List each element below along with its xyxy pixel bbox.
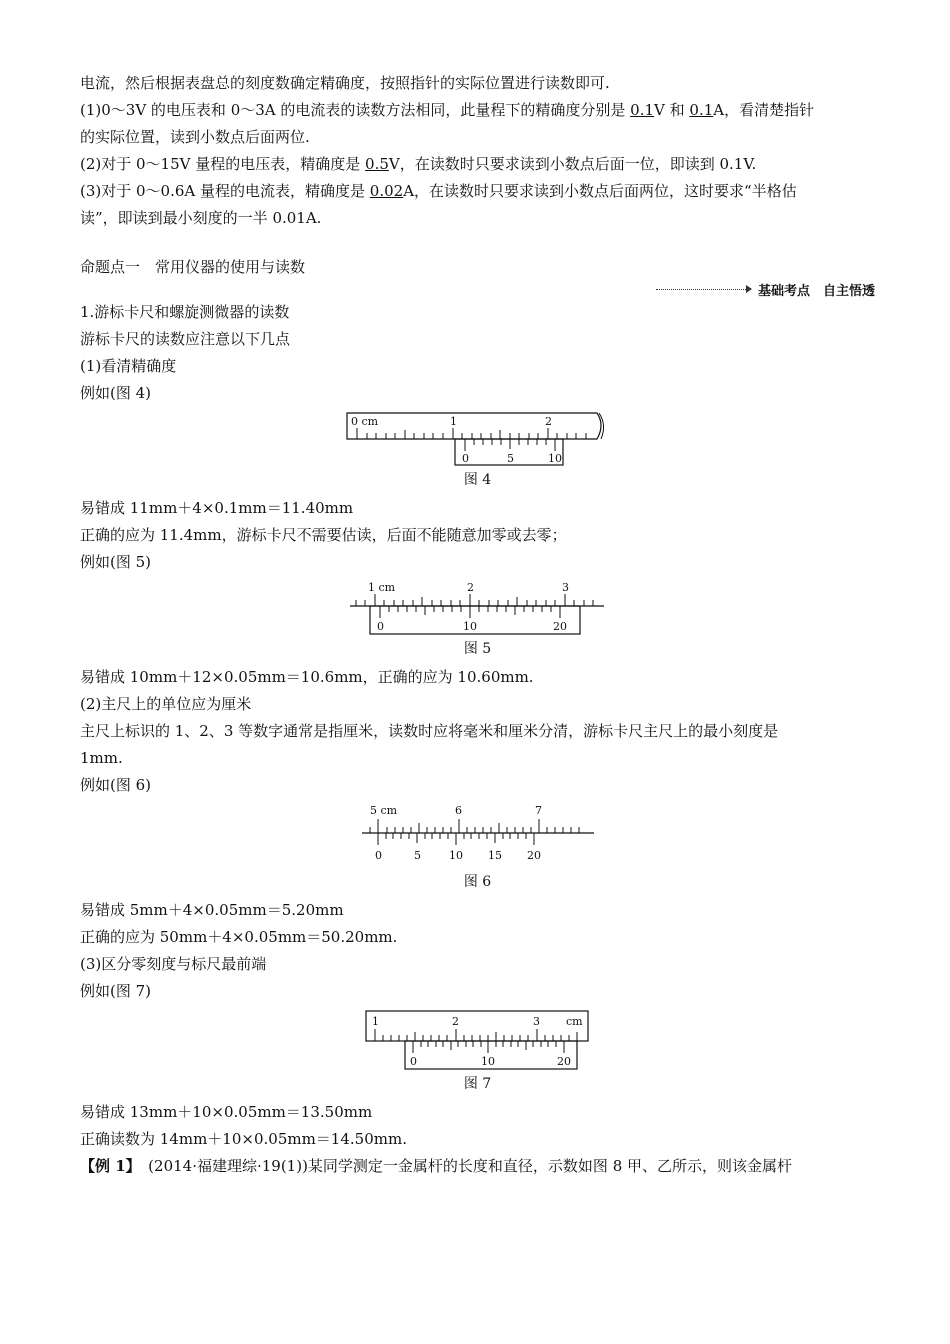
figure-caption: 图 4 [463,472,492,488]
main-scale-label: 0 cm [350,415,378,428]
answer-blank: 0.1 [689,101,714,119]
main-scale-label: 1 [449,415,457,428]
section-banner [80,279,875,299]
main-scale-label: 5 cm [369,804,397,817]
main-scale-label: 2 [466,581,474,594]
intro-line-3: 的实际位置，读到小数点后面两位. [80,128,310,146]
subheading-3: (3)区分零刻度与标尺最前端 [80,955,267,973]
example-ref-fig4: 例如(图 4) [80,384,152,402]
vernier-label: 5 [413,849,421,862]
main-scale-label: 1 cm [367,581,395,594]
right-reading-4: 正确的应为 11.4mm，游标卡尺不需要估读，后面不能随意加零或去零； [80,526,567,544]
arrow-icon [746,285,752,293]
document-page [80,70,875,1180]
vernier-caliper-diagram [343,411,613,467]
banner-label: 基础考点 自主悟透 [757,283,875,299]
main-scale-label: 3 [561,581,569,594]
vernier-label: 10 [462,620,477,633]
right-reading-7: 正确读数为 14mm＋10×0.05mm＝14.50mm. [80,1130,407,1148]
figure-caption: 图 6 [463,874,492,890]
vernier-label: 0 [374,849,382,862]
wrong-reading-6: 易错成 5mm＋4×0.05mm＝5.20mm [80,901,344,919]
wrong-reading-7: 易错成 13mm＋10×0.05mm＝13.50mm [80,1103,373,1121]
wrong-reading-4: 易错成 11mm＋4×0.1mm＝11.40mm [80,499,354,517]
main-scale-label: 7 [534,804,542,817]
answer-blank: 0.02 [369,182,404,200]
vernier-label: 0 [376,620,384,633]
subheading-2: (2)主尺上的单位应为厘米 [80,695,252,713]
example-ref-fig5: 例如(图 5) [80,553,152,571]
vernier-label: 0 [409,1055,417,1068]
vernier-label: 10 [448,849,463,862]
example-1 [80,1153,875,1180]
vernier-label: 5 [506,452,514,465]
section-title: 命题点一 常用仪器的使用与读数 [80,258,306,276]
heading-1: 1.游标卡尺和螺旋测微器的读数 [80,303,290,321]
paragraph-2-line-2: 1mm. [80,749,123,767]
vernier-label: 20 [552,620,567,633]
vernier-caliper-diagram [348,580,608,636]
intro-line-2: (1)0～3V 的电压表和 0～3A 的电流表的读数方法相同，此量程下的精确度分别是 0.1V 和 0.1A，看清楚指针 [80,101,815,119]
answer-blank: 0.1 [630,101,655,119]
figure-6 [80,803,875,893]
figure-5 [80,580,875,660]
intro-line-4: (2)对于 0～15V 量程的电压表，精确度是 0.5V，在读数时只要求读到小数点后面一位，即读到 0.1V. [80,155,757,173]
vernier-label: 0 [461,452,469,465]
main-scale-label: 2 [544,415,552,428]
subheading-1: (1)看清精确度 [80,357,177,375]
wrong-reading-5: 易错成 10mm＋12×0.05mm＝10.6mm，正确的应为 10.60mm. [80,668,534,686]
intro-line-1: 电流，然后根据表盘总的刻度数确定精确度，按照指针的实际位置进行读数即可. [80,74,610,92]
intro-line-6: 读”，即读到最小刻度的一半 0.01A. [80,209,322,227]
figure-caption: 图 5 [463,641,492,657]
vernier-label: 20 [556,1055,571,1068]
vernier-label: 10 [480,1055,495,1068]
intro-line-5: (3)对于 0～0.6A 量程的电流表，精确度是 0.02A，在读数时只要求读到小数点后面两位，这时要求“半格估 [80,182,797,200]
right-reading-6: 正确的应为 50mm＋4×0.05mm＝50.20mm. [80,928,398,946]
main-scale-label: 1 [371,1015,379,1028]
vernier-label: 20 [526,849,541,862]
main-scale-label: 6 [454,804,462,817]
vernier-label: 15 [487,849,502,862]
figure-4 [80,411,875,491]
vernier-label: 10 [547,452,562,465]
main-scale-label: 2 [451,1015,459,1028]
unit-label: cm [565,1015,583,1028]
answer-blank: 0.5 [365,155,389,173]
paragraph-2-line-1: 主尺上标识的 1、2、3 等数字通常是指厘米，读数时应将毫米和厘米分清，游标卡尺主尺上的最小刻度是 [80,722,779,740]
example-label: 【例 1】 [80,1157,134,1175]
vernier-caliper-diagram [358,803,598,869]
figure-caption: 图 7 [463,1076,492,1092]
main-scale-label: 3 [532,1015,540,1028]
vernier-caliper-diagram [363,1009,593,1071]
heading-1-sub: 游标卡尺的读数应注意以下几点 [80,330,291,348]
example-ref-fig6: 例如(图 6) [80,776,152,794]
example-text: (2014·福建理综·19(1))某同学测定一金属杆的长度和直径，示数如图 8 甲、乙所示，则该金属杆 [133,1157,793,1175]
figure-7 [80,1009,875,1095]
example-ref-fig7: 例如(图 7) [80,982,152,1000]
